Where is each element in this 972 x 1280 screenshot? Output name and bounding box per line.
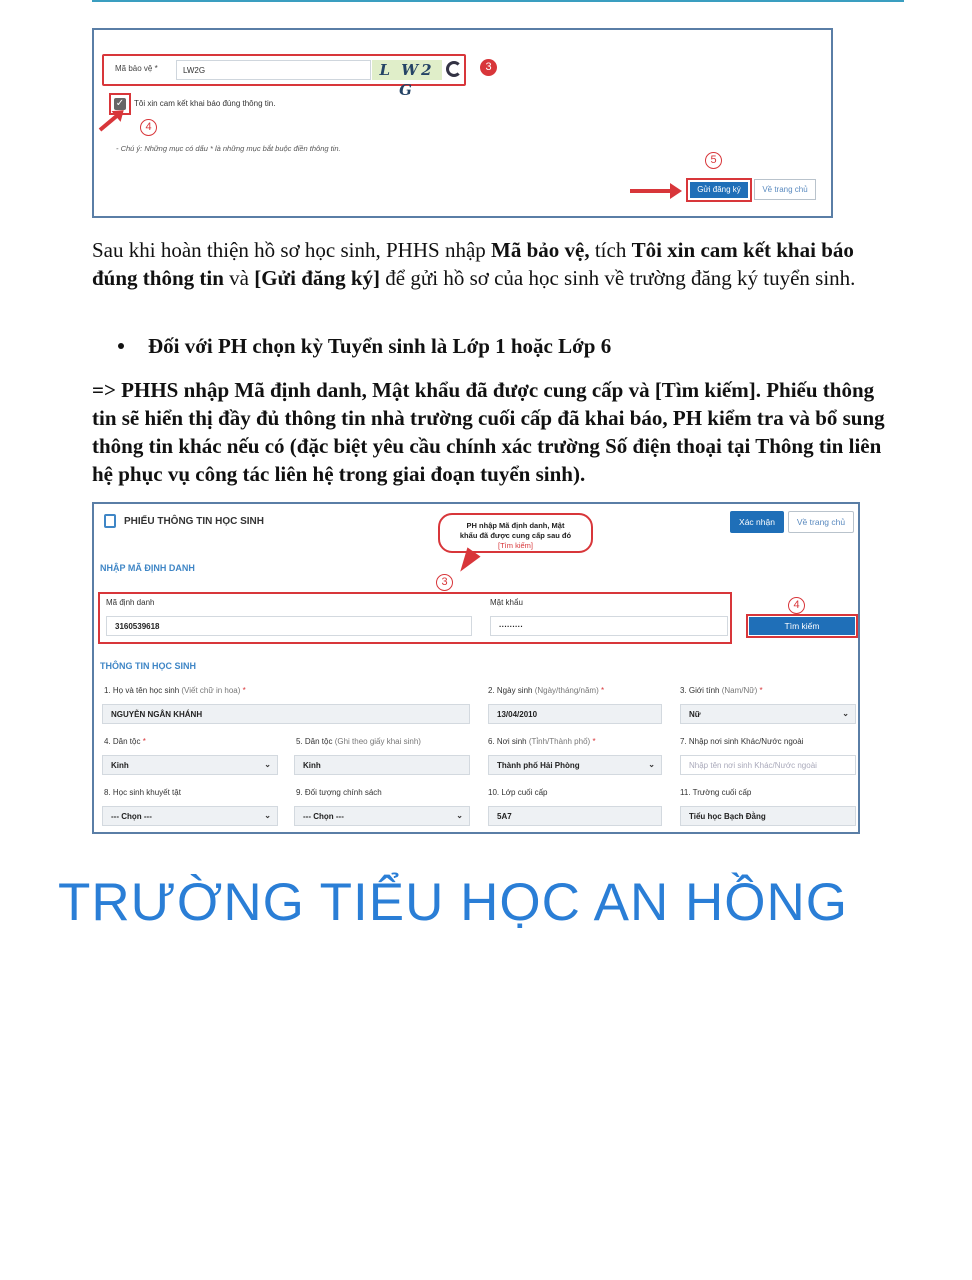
captcha-image: L W2 G xyxy=(372,60,442,80)
ethnicity-birthcert-input[interactable]: Kinh xyxy=(294,755,470,775)
last-school-input[interactable]: Tiểu học Bạch Đằng xyxy=(680,806,856,826)
bullet-dot xyxy=(118,343,124,349)
top-divider xyxy=(92,0,904,2)
arrow-icon xyxy=(99,113,120,131)
step-marker-4: 4 xyxy=(788,597,805,614)
school-name-heading: TRƯỜNG TIỂU HỌC AN HỒNG xyxy=(58,873,848,932)
screenshot-student-form xyxy=(92,502,860,834)
field-label: 10. Lớp cuối cấp xyxy=(488,788,548,797)
password-input[interactable]: ········· xyxy=(490,616,728,636)
birthdate-input[interactable]: 13/04/2010 xyxy=(488,704,662,724)
home-button[interactable]: Về trang chủ xyxy=(788,511,854,533)
field-label: 11. Trường cuối cấp xyxy=(680,788,752,797)
text: Sau khi hoàn thiện hồ sơ học sinh, PHHS nhập xyxy=(92,238,492,262)
screenshot-submit-form xyxy=(92,28,833,218)
chevron-down-icon: ⌄ xyxy=(648,760,655,769)
text: tích xyxy=(589,238,632,262)
captcha-highlight xyxy=(102,54,466,99)
field-label: 3. Giới tính (Nam/Nữ) * xyxy=(680,686,763,695)
fullname-input[interactable]: NGUYỄN NGÂN KHÁNH xyxy=(102,704,470,724)
birthplace-other-input[interactable]: Nhập tên nơi sinh Khác/Nước ngoài xyxy=(680,755,856,775)
field-label: 7. Nhập nơi sinh Khác/Nước ngoài xyxy=(680,737,804,746)
commit-checkbox[interactable]: ✓ xyxy=(115,98,125,109)
chevron-down-icon: ⌄ xyxy=(264,760,271,769)
commit-label: Tôi xin cam kết khai báo đúng thông tin. xyxy=(134,99,276,108)
disability-select[interactable]: --- Chọn --- ⌄ xyxy=(102,806,278,826)
password-label: Mật khẩu xyxy=(490,598,523,607)
birthplace-select[interactable]: Thành phố Hải Phòng ⌄ xyxy=(488,755,662,775)
login-highlight xyxy=(98,592,732,644)
submit-highlight xyxy=(686,178,752,202)
step-marker-4: 4 xyxy=(140,119,157,136)
instruction-paragraph-1 xyxy=(92,236,892,292)
refresh-icon[interactable] xyxy=(446,61,462,77)
bold-text: [Gửi đăng ký] xyxy=(254,266,381,290)
home-button[interactable]: Về trang chủ xyxy=(754,179,816,200)
field-label: 8. Học sinh khuyết tật xyxy=(104,788,181,797)
instruction-paragraph-2: => PHHS nhập Mã định danh, Mật khẩu đã được cung cấp và [Tìm kiếm]. Phiếu thông tin sẽ hiển thị đầy đủ thông tin nhà trường cuối cấp đã khai báo, PH kiểm tra và bổ sung thông tin khác nếu có (đặc biệt yêu cầu chính xác trường Số điện thoại tại Thông tin liên hệ phục vụ công tác liên hệ trong giai đoạn tuyển sinh). xyxy=(92,378,885,486)
bold-text: Mã bảo vệ, xyxy=(491,238,590,262)
required-note: - Chú ý: Những mục có dấu * là những mục bắt buộc điền thông tin. xyxy=(116,144,341,153)
form-title: PHIẾU THÔNG TIN HỌC SINH xyxy=(124,516,265,527)
captcha-label: Mã bảo vệ * xyxy=(115,64,158,73)
field-label: 2. Ngày sinh (Ngày/tháng/năm) * xyxy=(488,686,605,695)
bold-text: Tôi xin cam kết khai báo đúng thông tin xyxy=(92,238,854,290)
chevron-down-icon: ⌄ xyxy=(264,811,271,820)
section-heading-id: NHẬP MÃ ĐỊNH DANH xyxy=(100,563,195,573)
chevron-down-icon: ⌄ xyxy=(842,709,849,718)
field-label: 5. Dân tộc (Ghi theo giấy khai sinh) xyxy=(296,737,421,746)
arrow-right-icon xyxy=(630,189,672,193)
bullet-text: Đối với PH chọn kỳ Tuyển sinh là Lớp 1 hoặc Lớp 6 xyxy=(148,334,612,358)
step-marker-5: 5 xyxy=(705,152,722,169)
chevron-down-icon: ⌄ xyxy=(456,811,463,820)
id-label: Mã định danh xyxy=(106,598,155,607)
field-label: 6. Nơi sinh (Tỉnh/Thành phố) * xyxy=(488,737,596,746)
submit-button[interactable]: Gửi đăng ký xyxy=(690,182,748,198)
callout-text: PH nhập Mã định danh, Mật xyxy=(466,521,565,530)
step-marker-3: 3 xyxy=(436,574,453,591)
ethnicity-select[interactable]: Kinh ⌄ xyxy=(102,755,278,775)
gender-select[interactable]: Nữ ⌄ xyxy=(680,704,856,724)
field-label: 4. Dân tộc * xyxy=(104,737,146,746)
text: và xyxy=(223,266,255,290)
id-input[interactable]: 3160539618 xyxy=(106,616,472,636)
policy-select[interactable]: --- Chọn --- ⌄ xyxy=(294,806,470,826)
callout-text: khẩu đã được cung cấp sau đó xyxy=(459,531,572,540)
callout-bubble xyxy=(438,513,593,553)
captcha-input[interactable]: LW2G xyxy=(176,60,371,80)
step-marker-3: 3 xyxy=(480,59,497,76)
search-button[interactable]: Tìm kiếm xyxy=(749,617,855,635)
confirm-button[interactable]: Xác nhận xyxy=(730,511,784,533)
section-heading-student: THÔNG TIN HỌC SINH xyxy=(100,661,196,671)
field-label: 9. Đối tượng chính sách xyxy=(296,788,382,797)
field-label: 1. Họ và tên học sinh (Viết chữ in hoa) * xyxy=(104,686,246,695)
callout-text: [Tìm kiếm] xyxy=(498,541,533,550)
last-class-input[interactable]: 5A7 xyxy=(488,806,662,826)
bullet-item xyxy=(118,334,611,359)
search-highlight xyxy=(746,614,858,638)
clipboard-icon xyxy=(104,514,116,528)
text: để gửi hồ sơ của học sinh về trường đăng ký tuyển sinh. xyxy=(380,266,856,290)
